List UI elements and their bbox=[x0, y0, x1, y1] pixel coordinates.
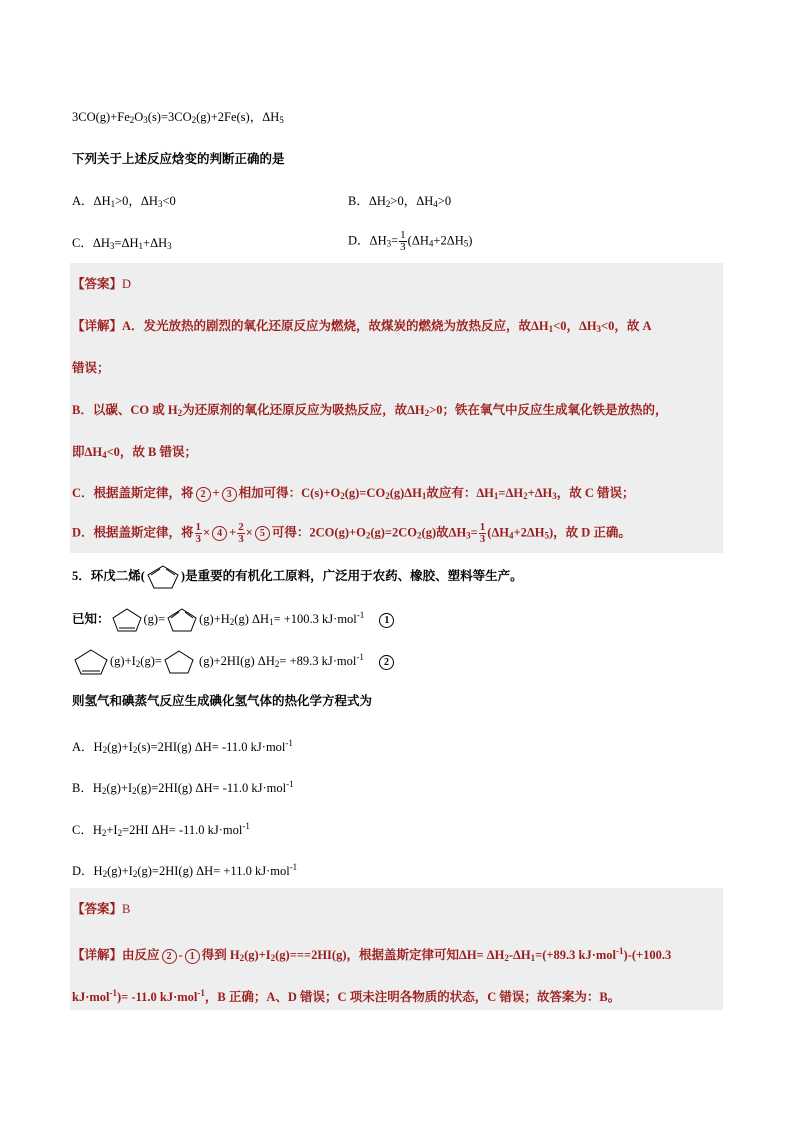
q5-detail-line-2: kJ·mol$^{-1}$)= -11.0 kJ·mol$^{-1}$，B 正确；A、D 错误；C 项未注明各物质的状态，C 错误；故答案为：B。 bbox=[72, 988, 621, 1004]
q4-option-d[interactable]: D．$\Delta H_3=$ $\frac{1}{3}$ $(\Delta H_4+2\Delta H_5)$ bbox=[348, 229, 473, 253]
q5-option-c[interactable]: C．$H_2+I_2=2HI$ ΔH= -11.0 kJ·mol$^{-1}$ bbox=[72, 821, 250, 838]
circled-3: 3 bbox=[222, 487, 237, 502]
cyclopentadiene-structure bbox=[165, 607, 199, 633]
q4-detail-b: B．以碳、CO 或 $H_2$为还原剂的氧化还原反应为吸热反应，故$\Delta H_2>0$；铁在氧气中反应生成氧化铁是放热的， bbox=[72, 403, 668, 418]
circled-1: 1 bbox=[185, 949, 200, 964]
q4-detail-c: C．根据盖斯定律，将 2 + 3 相加可得：$C(s)+O_2(g)=CO_2(g)\Delta H_1$故应有：$\Delta H_1=\Delta H_2+\Delta H_3$，故 C 错误； bbox=[72, 486, 635, 501]
q5-stem: 5．环戊二烯( )是重要的有机化工原料，广泛用于农药、橡胶、塑料等生产。 bbox=[72, 564, 523, 590]
equation-number-2: 2 bbox=[379, 655, 394, 670]
cyclopentane-structure bbox=[162, 649, 196, 675]
q5-option-a[interactable]: A．$H_2(g)+I_2(s)=2HI(g)$ ΔH= -11.0 kJ·mol$^{-1}$ bbox=[72, 738, 293, 755]
equation-number-1: 1 bbox=[379, 613, 394, 628]
cyclopentene-structure bbox=[72, 648, 110, 676]
q4-answer: 【答案】D bbox=[72, 277, 132, 291]
circled-5: 5 bbox=[255, 526, 270, 541]
q4-detail-a: 【详解】A．发光放热的剧烈的氧化还原反应为燃烧，故煤炭的燃烧为放热反应，故$\Delta H_1<0$，$\Delta H_3<0$，故 A bbox=[72, 319, 652, 334]
q4-option-a[interactable]: A．$\Delta H_1>0$，$\Delta H_3<0$ bbox=[72, 194, 176, 209]
q4-detail-a-cont: 错误； bbox=[72, 361, 110, 375]
q4-prompt: 下列关于上述反应焓变的判断正确的是 bbox=[72, 152, 285, 166]
fraction: $\frac{2}{3}$ bbox=[238, 521, 244, 545]
reaction-5-equation: $3CO(g)+Fe_2O_3(s)=3CO_2(g)+2Fe(s)$，$\Delta H_5$ bbox=[72, 110, 284, 125]
q5-option-d[interactable]: D．$H_2(g)+I_2(g)=2HI(g)$ ΔH= +11.0 kJ·mol$^{-1}$ bbox=[72, 862, 298, 879]
q5-option-b[interactable]: B．$H_2(g)+I_2(g)=2HI(g)$ ΔH= -11.0 kJ·mol$^{-1}$ bbox=[72, 779, 294, 796]
q5-reaction-2: $(g)+I_2(g)= (g)+2HI(g)$ $\Delta H_2= +89.3$ kJ·mol$^{-1}$ 2 bbox=[72, 648, 396, 676]
circled-2: 2 bbox=[162, 949, 177, 964]
q4-option-c[interactable]: C．$\Delta H_3=\Delta H_1+\Delta H_3$ bbox=[72, 236, 172, 251]
q5-answer: 【答案】B bbox=[72, 902, 131, 916]
circled-4: 4 bbox=[212, 526, 227, 541]
q4-detail-d: D．根据盖斯定律，将 $\frac{1}{3}$ × 4 + $\frac{2}{3}$ × 5 可得：$2CO(g)+O_2(g)=2CO_2(g)$故$\Delta H_3=$ $\frac{1}{3}$ $(\Delta H_4+2\Delta H_5)$，故 D 正确。 bbox=[72, 521, 631, 545]
q5-reaction-1: 已知： $(g)= (g)+H_2(g)$ $\Delta H_1= +100.3$ kJ·mol$^{-1}$ 1 bbox=[72, 606, 396, 633]
cyclopentadiene-structure bbox=[145, 564, 181, 590]
q4-detail-b-cont: 即$\Delta H_4<0$，故 B 错误； bbox=[72, 445, 198, 460]
fraction: $\frac{1}{3}$ bbox=[479, 521, 486, 545]
circled-2: 2 bbox=[196, 487, 211, 502]
q5-prompt: 则氢气和碘蒸气反应生成碘化氢气体的热化学方程式为 bbox=[72, 694, 373, 708]
fraction: $\frac{1}{3}$ bbox=[400, 229, 406, 253]
q5-detail-line-1: 【详解】由反应 2 - 1 得到 $H_2(g)+I_2(g)===2HI(g)$，根据盖斯定律可知$\Delta H= \Delta H_2-\Delta H_1=(+89.3$ kJ·mol$^{-1}$)-(+100.3 bbox=[72, 946, 672, 963]
q4-option-b[interactable]: B．$\Delta H_2>0$，$\Delta H_4>0$ bbox=[348, 194, 452, 209]
fraction: $\frac{1}{3}$ bbox=[195, 521, 202, 545]
cyclopentene-structure bbox=[110, 607, 144, 633]
